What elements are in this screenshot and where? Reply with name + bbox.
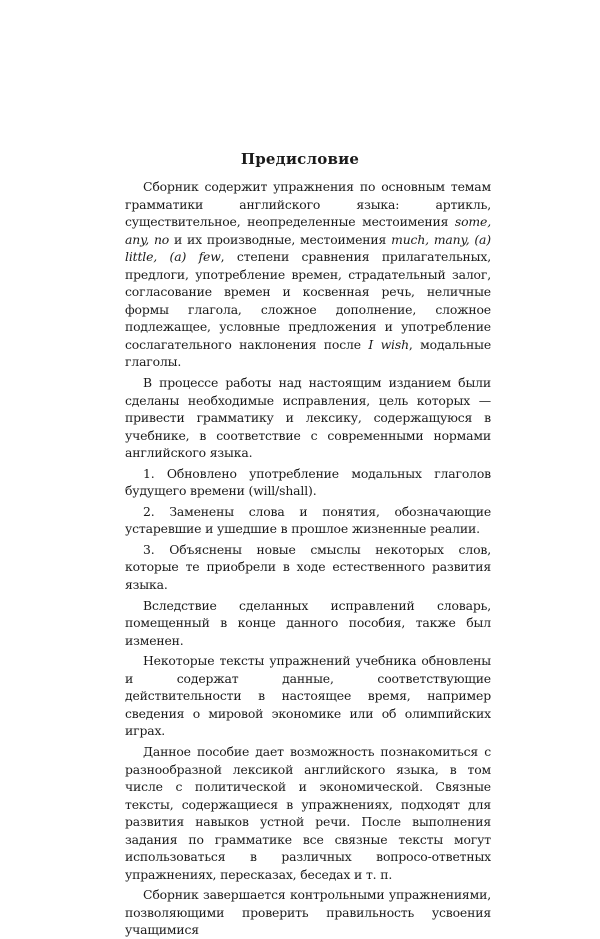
paragraph (125, 503, 491, 538)
italic-term: much, many, (a) little, (a) few (125, 231, 491, 265)
text-segment: 3. Объяснены новые смыслы некоторых слов, которые те приобрели в ходе естественного развития языка. (125, 541, 491, 593)
paragraph (125, 178, 491, 371)
text-segment: Сборник завершается контрольными упражнениями, позволяющими проверить правильность усвоения учащимися (125, 887, 491, 938)
text-segment: Сборник содержит упражнения по основным темам грамматики английского языка: артикль, существительное, неопределенные местоимения (125, 179, 491, 230)
page-title: Предисловие (240, 150, 360, 168)
paragraph (125, 597, 491, 650)
text-segment: , модальные глаголы. (125, 336, 491, 370)
text-segment: Данное пособие дает возможность познакомиться с разнообразной лексикой английского языка, в том числе с политической и экономической. Связные тексты, содержащиеся в упражнениях, подходят для развития навыков устной речи. После выполнения задания по грамматике все связные тексты могут использоваться в различных вопросо-ответных упражнениях, пересказах, беседах и т. п. (125, 743, 491, 882)
text-segment: 1. Обновлено употребление модальных глаголов будущего времени (will/shall). (125, 465, 491, 499)
text-segment: и их производные, местоимения (169, 231, 392, 247)
paragraph (125, 541, 491, 594)
text-segment: 2. Заменены слова и понятия, обозначающие устаревшие и ушедшие в прошлое жизненные реалии. (125, 503, 491, 537)
text-segment: , степени сравнения прилагательных, предлоги, употребление времен, страдательный залог, согласование времен и косвенная речь, неличные формы глагола, сложное дополнение, сложное подлежащее, условные предложения и употребление сослагательного наклонения после (125, 249, 492, 352)
italic-term: some, any, no (125, 214, 491, 247)
text-segment: В процессе работы над настоящим изданием были сделаны необходимые исправления, цель которых — привести грамматику и лексику, содержащуюся в учебнике, в соответствие с современными нормами английского языка. (125, 375, 491, 461)
paragraph (125, 374, 491, 462)
paragraph (125, 743, 491, 883)
paragraph (125, 886, 491, 939)
preface-body (125, 178, 491, 939)
italic-term: I wish (368, 336, 409, 352)
text-segment: Некоторые тексты упражнений учебника обновлены и содержат данные, соответствующие действительности в настоящее время, например сведения о мировой экономике или об олимпийских играх. (125, 653, 491, 739)
paragraph (125, 652, 491, 740)
paragraph (125, 465, 491, 500)
text-segment: Вследствие сделанных исправлений словарь, помещенный в конце данного пособия, также был изменен. (125, 597, 491, 648)
